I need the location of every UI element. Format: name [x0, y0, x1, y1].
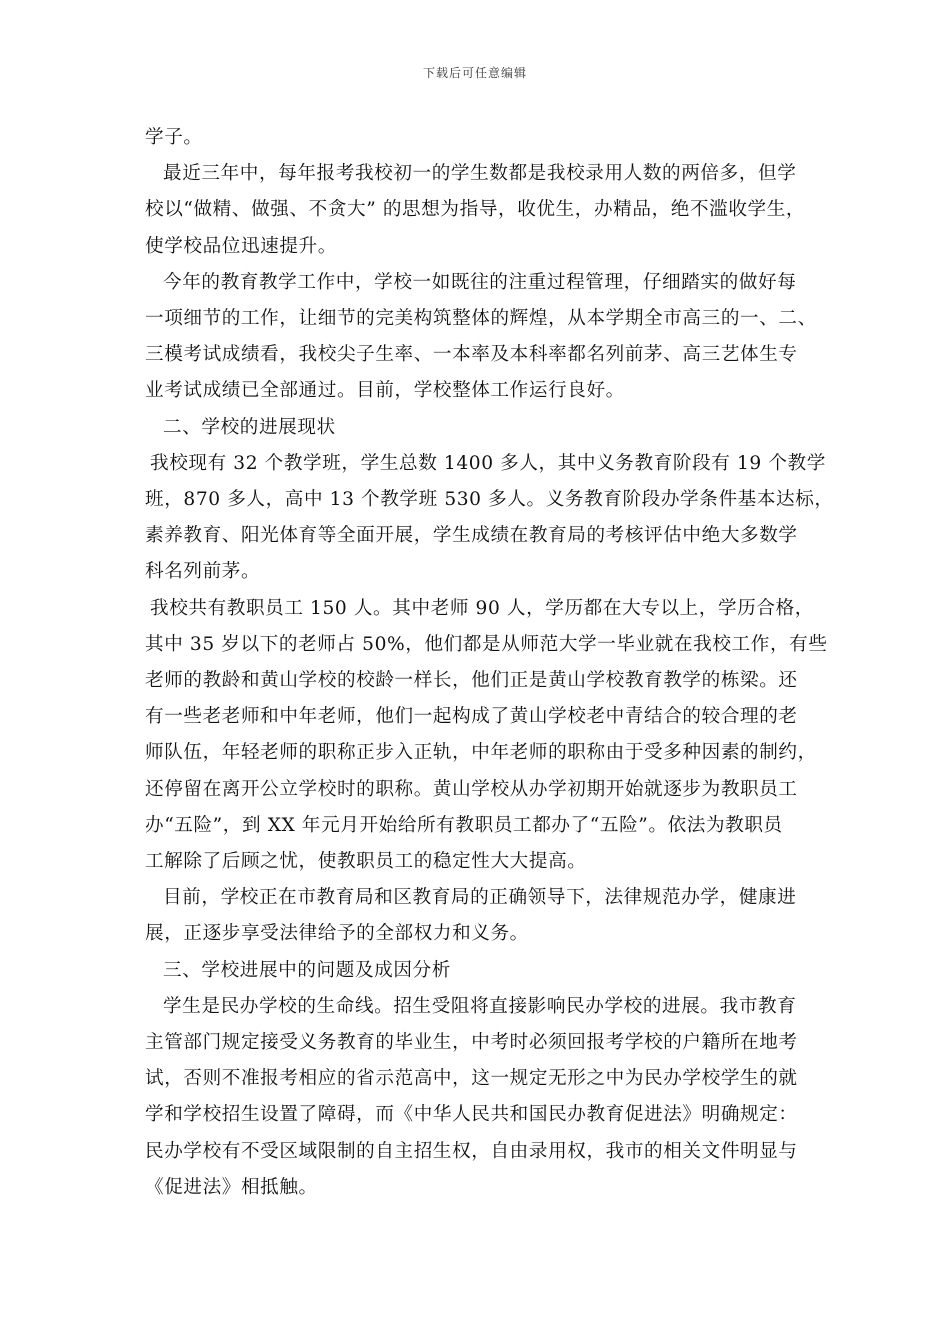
- section-heading: [145, 410, 825, 446]
- text-line: 业考试成绩已全部通过。目前，学校整体工作运行良好。: [145, 380, 625, 402]
- text-line: 目前，学校正在市教育局和区教育局的正确领导下，法律规范办学，健康进: [163, 887, 797, 909]
- text-line: 校以“做精、做强、不贪大” 的思想为指导，收优生，办精品，绝不滥收学生，: [145, 199, 806, 221]
- text-line: 其中 35 岁以下的老师占 50%，他们都是从师范大学一毕业就在我校工作，有些: [145, 633, 828, 655]
- text-line: 一项细节的工作，让细节的完美构筑整体的辉煌，从本学期全市高三的一、二、: [145, 308, 817, 330]
- text-line: 学生是民办学校的生命线。招生受阻将直接影响民办学校的进展。我市教育: [163, 995, 797, 1017]
- text-line: 学子。: [145, 127, 203, 148]
- text-line: 办“五险”，到 XX 年元月开始给所有教职员工都办了“五险”。依法为教职员: [145, 814, 783, 836]
- document-body: [145, 120, 834, 1206]
- text-line: 三模考试成绩看，我校尖子生率、一本率及本科率都名列前茅、高三艺体生专: [145, 344, 798, 366]
- text-line: 学和学校招生设置了障碍，而《中华人民共和国民办教育促进法》明确规定：: [145, 1104, 798, 1126]
- paragraph: [145, 591, 828, 881]
- section-heading-text: 二、学校的进展现状: [163, 416, 336, 438]
- section-heading-text: 三、学校进展中的问题及成因分析: [163, 959, 451, 981]
- text-line: 有一些老老师和中年老师，他们一起构成了黄山学校老中青结合的较合理的老: [145, 706, 798, 728]
- paragraph: [145, 120, 825, 156]
- text-line: 科名列前茅。: [145, 561, 261, 583]
- text-line: 试，否则不准报考相应的省示范高中，这一规定无形之中为民办学校学生的就: [145, 1068, 798, 1090]
- text-line: 班，870 多人，高中 13 个教学班 530 多人。义务教育阶段办学条件基本达标，: [145, 489, 834, 511]
- paragraph: [145, 989, 825, 1206]
- paragraph: [145, 156, 825, 265]
- paragraph: [145, 880, 825, 952]
- text-line: 展，正逐步享受法律给予的全部权力和义务。: [145, 923, 529, 945]
- text-line: 还停留在离开公立学校时的职称。黄山学校从办学初期开始就逐步为教职员工: [145, 778, 798, 800]
- text-line: 老师的教龄和黄山学校的校龄一样长，他们正是黄山学校教育教学的栋梁。还: [145, 670, 798, 692]
- text-line: 今年的教育教学工作中，学校一如既往的注重过程管理，仔细踏实的做好每: [163, 271, 797, 293]
- text-line: 我校现有 32 个教学班，学生总数 1400 多人，其中义务教育阶段有 19 个教学: [150, 452, 826, 474]
- paragraph: [145, 265, 825, 410]
- page-header: 下载后可任意编辑: [422, 66, 527, 80]
- text-line: 素养教育、阳光体育等全面开展，学生成绩在教育局的考核评估中绝大多数学: [145, 525, 798, 547]
- paragraph: [145, 446, 834, 591]
- text-line: 我校共有教职员工 150 人。其中老师 90 人，学历都在大专以上，学历合格，: [150, 597, 815, 619]
- text-line: 工解除了后顾之忧，使教职员工的稳定性大大提高。: [145, 851, 587, 873]
- text-line: 师队伍，年轻老师的职称正步入正轨，中年老师的职称由于受多种因素的制约，: [145, 742, 817, 764]
- section-heading: [145, 953, 825, 989]
- text-line: 《促进法》相抵触。: [145, 1176, 318, 1198]
- text-line: 民办学校有不受区域限制的自主招生权，自由录用权，我市的相关文件明显与: [145, 1140, 798, 1162]
- text-line: 主管部门规定接受义务教育的毕业生，中考时必须回报考学校的户籍所在地考: [145, 1032, 798, 1054]
- text-line: 最近三年中，每年报考我校初一的学生数都是我校录用人数的两倍多，但学: [163, 163, 797, 185]
- text-line: 使学校品位迅速提升。: [145, 235, 337, 257]
